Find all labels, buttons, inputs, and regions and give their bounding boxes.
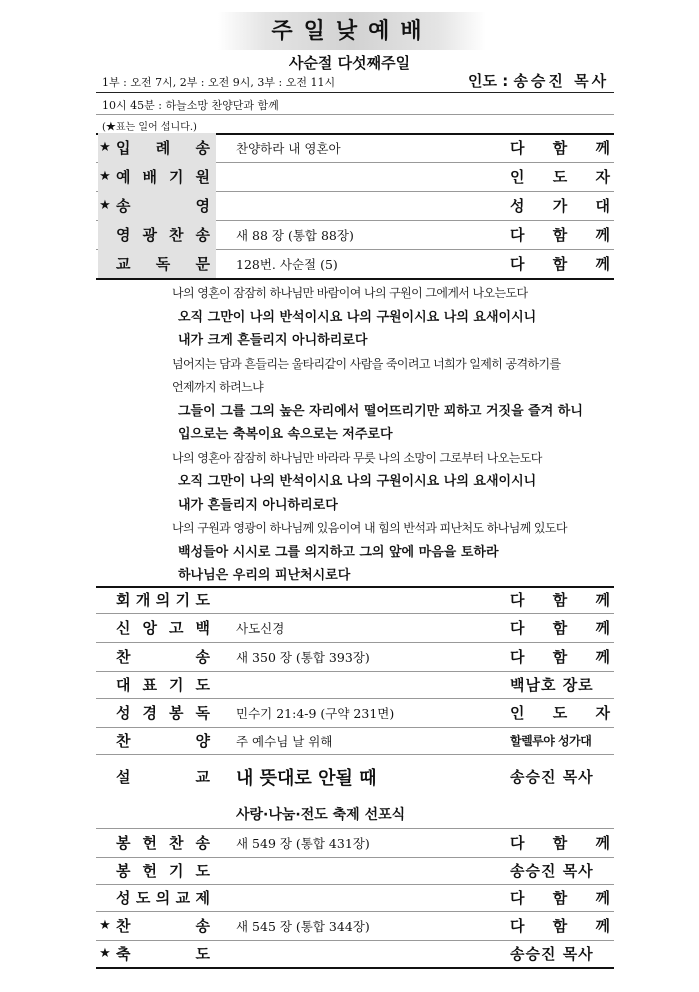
order-leader-char: 다 (510, 834, 525, 852)
order-leader-char: 께 (595, 255, 610, 273)
order-label (112, 702, 216, 723)
order-leader-char: 께 (595, 139, 610, 157)
order-label-char: 고 (169, 619, 184, 637)
order-item (98, 586, 216, 613)
order-item (98, 133, 216, 162)
order-item (98, 162, 216, 191)
order-label-char: 성 (116, 704, 131, 722)
reading-congregation-line: 백성들아 시시로 그를 의지하고 그의 앞에 마음을 토하라 (178, 544, 499, 560)
order-leader (510, 162, 610, 191)
order-leader-char: 함 (552, 139, 568, 157)
order-label (112, 617, 216, 638)
order-item (98, 642, 216, 671)
order-row (96, 940, 614, 967)
order-item (98, 727, 216, 754)
service-times: 1부 : 오전 7시, 2부 : 오전 9시, 3부 : 오전 11시 (102, 76, 336, 89)
page-title: 주일낮예배 (271, 19, 433, 44)
standing-note: (★표는 일어 섭니다.) (102, 122, 197, 133)
order-label-char: 문 (195, 255, 210, 273)
order-item (98, 884, 216, 911)
header-divider (96, 92, 614, 93)
order-label-char: 헌 (142, 862, 157, 880)
order-row (96, 799, 614, 828)
order-leader-char: 자 (595, 168, 610, 186)
service-leader (468, 70, 609, 91)
order-label-char: 봉 (169, 704, 184, 722)
order-row (96, 857, 614, 884)
order-label-char: 교 (195, 768, 210, 786)
order-label (112, 224, 216, 245)
order-leader (510, 884, 610, 911)
order-label-char: 도 (195, 676, 210, 694)
order-label-char: 의 (155, 889, 171, 907)
order-leader-char: 다 (510, 255, 525, 273)
order-label (112, 166, 216, 187)
order-item (98, 828, 216, 857)
order-label-char: 설 (116, 768, 131, 786)
order-leader (510, 828, 610, 857)
order-label-char: 배 (142, 168, 157, 186)
order-label-char: 찬 (116, 732, 131, 750)
order-label-char: 봉 (116, 862, 131, 880)
order-label-char: 교 (175, 889, 191, 907)
reading-leader-line: 넘어지는 담과 흔들리는 울타리같이 사람을 죽이려고 너희가 일제히 공격하기를 (172, 356, 561, 371)
order-content: 사도신경 (236, 620, 285, 636)
order-label-char: 개 (135, 591, 151, 609)
order-leader-char: 다 (510, 917, 525, 935)
order-label-char: 성 (116, 889, 131, 907)
order-row (96, 884, 614, 911)
order-label (112, 943, 216, 964)
order-label-char: 송 (195, 226, 210, 244)
order-label-char: 대 (116, 676, 131, 694)
order-leader (510, 249, 610, 278)
order-label (112, 674, 216, 695)
order-row (96, 698, 614, 727)
reading-congregation-line: 오직 그만이 나의 반석이시요 나의 구원이시요 나의 요새이시니 (178, 309, 537, 325)
order-leader (510, 220, 610, 249)
order-label (112, 832, 216, 853)
order-label-char: 영 (195, 197, 210, 215)
reading-congregation-line: 그들이 그를 그의 높은 자리에서 떨어뜨리기만 꾀하고 거짓을 즐겨 하니 (178, 403, 583, 419)
order-label-char: 의 (155, 591, 171, 609)
order-row (96, 828, 614, 857)
order-item (98, 613, 216, 642)
order-leader-char: 함 (552, 648, 568, 666)
order-label-char: 송 (195, 917, 210, 935)
order-label-char: 헌 (142, 834, 157, 852)
order-leader: 송승진 목사 (510, 768, 594, 786)
order-leader-char: 도 (552, 168, 568, 186)
reading-leader-line: 나의 구원과 영광이 하나님께 있음이여 내 힘의 반석과 피난처도 하나님께 있도다 (172, 521, 567, 535)
order-label-char: 도 (195, 591, 210, 609)
order-row (96, 249, 614, 278)
order-label-char: 기 (169, 676, 184, 694)
order-label (112, 860, 216, 881)
order-label-char: 예 (116, 168, 131, 186)
order-label-char: 찬 (116, 648, 131, 666)
order-label-char: 앙 (142, 619, 157, 637)
order-label-char: 도 (135, 889, 151, 907)
order-label-char: 례 (155, 139, 171, 157)
order-leader (510, 698, 610, 727)
order-leader-char: 함 (552, 889, 568, 907)
order-content: 사랑·나눔·전도 축제 선포식 (236, 806, 406, 823)
page-subtitle: 사순절 다섯째주일 (288, 54, 411, 72)
order-leader (510, 191, 610, 220)
order-label-char: 독 (195, 704, 210, 722)
order-leader-char: 께 (595, 648, 610, 666)
order-leader (510, 133, 610, 162)
reading-congregation-line: 하나님은 우리의 피난처시로다 (178, 568, 351, 583)
order-label (112, 195, 216, 216)
order-label-char: 교 (116, 255, 131, 273)
order-leader-char: 다 (510, 889, 525, 907)
order-row (96, 642, 614, 671)
order-row (96, 754, 614, 799)
order-label-char: 기 (169, 168, 184, 186)
order-item (98, 698, 216, 727)
order-label-char: 회 (116, 591, 131, 609)
order-leader-char: 성 (510, 197, 525, 215)
order-row (96, 133, 614, 162)
order-leader-char: 께 (595, 591, 610, 609)
order-label-char: 경 (142, 704, 157, 722)
standing-marker: ★ (99, 169, 111, 184)
service-leader-label: 인도 : (468, 72, 509, 90)
order-leader-char: 께 (595, 917, 610, 935)
order-label-char: 찬 (116, 917, 131, 935)
order-label-char: 독 (155, 255, 171, 273)
order-label-char: 원 (195, 168, 210, 186)
order-label-char: 영 (116, 226, 131, 244)
order-label (112, 253, 216, 274)
order-label-char: 찬 (169, 226, 184, 244)
order-leader: 송승진 목사 (510, 862, 594, 880)
reading-leader-line: 언제까지 하려느냐 (172, 380, 264, 394)
order-leader: 송승진 목사 (510, 945, 594, 963)
order-label-char: 축 (116, 945, 131, 963)
order-leader-char: 가 (552, 197, 568, 215)
order-leader (510, 613, 610, 642)
order-leader (510, 642, 610, 671)
order-content: 찬양하라 내 영혼아 (236, 140, 341, 156)
order-item (98, 249, 216, 278)
order-label (112, 646, 216, 667)
order-label-char: 송 (195, 139, 210, 157)
reading-congregation-line: 오직 그만이 나의 반석이시요 나의 구원이시요 나의 요새이시니 (178, 474, 537, 489)
order-leader-char: 께 (595, 889, 610, 907)
order-leader: 할렐루야 성가대 (510, 734, 592, 748)
order-row (96, 727, 614, 754)
order-label-char: 양 (195, 732, 210, 750)
order-label-char: 광 (142, 226, 157, 244)
order-label (112, 137, 216, 158)
order-label (112, 730, 216, 751)
order-item (98, 911, 216, 940)
order-leader: 백남호 장로 (510, 676, 594, 694)
order-row (96, 671, 614, 698)
order-content: 새 549 장 (통합 431장) (236, 835, 370, 851)
order-leader-char: 함 (552, 917, 568, 935)
order-leader-char: 함 (552, 226, 568, 244)
order-label-char: 찬 (169, 834, 184, 852)
order-leader-char: 께 (595, 834, 610, 852)
order-content: 새 88 장 (통합 88장) (236, 227, 354, 243)
order-label-char: 도 (195, 862, 210, 880)
order-label (112, 915, 216, 936)
service-leader-name: 송승진 목사 (513, 72, 610, 90)
standing-marker: ★ (99, 946, 111, 961)
order-label-char: 기 (175, 591, 191, 609)
order-leader-char: 함 (552, 591, 568, 609)
order-label-char: 송 (195, 834, 210, 852)
order-leader-char: 께 (595, 226, 610, 244)
order-item (98, 754, 216, 799)
standing-marker: ★ (99, 140, 111, 155)
order-leader-char: 대 (595, 197, 610, 215)
order-content: 128번. 사순절 (5) (236, 256, 338, 272)
order-label-char: 도 (195, 945, 210, 963)
order-content: 내 뜻대로 안될 때 (236, 767, 377, 789)
row-divider (96, 278, 614, 280)
order-row (96, 191, 614, 220)
order-leader (510, 911, 610, 940)
order-label-char: 신 (116, 619, 131, 637)
reading-leader-line: 나의 영혼아 잠잠히 하나님만 바라라 무릇 나의 소망이 그로부터 나오는도다 (172, 450, 542, 465)
responsive-reading (172, 282, 612, 588)
order-leader-char: 함 (552, 834, 568, 852)
order-content: 주 예수님 날 위해 (236, 733, 333, 749)
order-label-char: 송 (195, 648, 210, 666)
order-leader-char: 다 (510, 648, 525, 666)
reading-congregation-line: 내가 크게 흔들리지 아니하리로다 (178, 333, 368, 348)
order-label-char: 송 (116, 197, 131, 215)
order-item (98, 671, 216, 698)
order-leader-char: 다 (510, 139, 525, 157)
order-leader-char: 도 (552, 704, 568, 722)
order-leader-char: 다 (510, 226, 525, 244)
order-label (112, 887, 216, 908)
order-item (98, 220, 216, 249)
pre-service-divider (96, 114, 614, 115)
order-content: 민수기 21:4-9 (구약 231면) (236, 705, 395, 721)
order-label-char: 제 (195, 889, 210, 907)
pre-service-note: 10시 45분 : 하늘소망 찬양단과 함께 (102, 99, 279, 112)
order-leader-char: 인 (510, 704, 525, 722)
order-content: 새 350 장 (통합 393장) (236, 649, 370, 665)
order-row (96, 586, 614, 613)
order-leader-char: 다 (510, 619, 525, 637)
order-label-char: 표 (142, 676, 157, 694)
order-leader-char: 인 (510, 168, 525, 186)
order-label (112, 766, 216, 787)
order-content: 새 545 장 (통합 344장) (236, 918, 370, 934)
order-label (112, 589, 216, 610)
order-label-char: 백 (195, 619, 210, 637)
order-leader (510, 586, 610, 613)
order-leader-char: 께 (595, 619, 610, 637)
order-label-char: 봉 (116, 834, 131, 852)
standing-marker: ★ (99, 198, 111, 213)
standing-marker: ★ (99, 918, 111, 933)
order-row (96, 911, 614, 940)
order-row (96, 220, 614, 249)
reading-congregation-line: 입으로는 축복이요 속으로는 저주로다 (178, 427, 393, 442)
order-leader-char: 자 (595, 704, 610, 722)
reading-leader-line: 나의 영혼이 잠잠히 하나님만 바람이여 나의 구원이 그에게서 나오는도다 (172, 286, 528, 300)
order-item (98, 940, 216, 967)
order-item (98, 191, 216, 220)
order-leader-char: 함 (552, 619, 568, 637)
order-row (96, 162, 614, 191)
order-label-char: 입 (116, 139, 131, 157)
order-leader-char: 함 (552, 255, 568, 273)
row-divider (96, 967, 614, 969)
order-leader-char: 다 (510, 591, 525, 609)
order-row (96, 613, 614, 642)
reading-congregation-line: 내가 흔들리지 아니하리로다 (178, 497, 338, 513)
order-label-char: 기 (169, 862, 184, 880)
order-item (98, 857, 216, 884)
